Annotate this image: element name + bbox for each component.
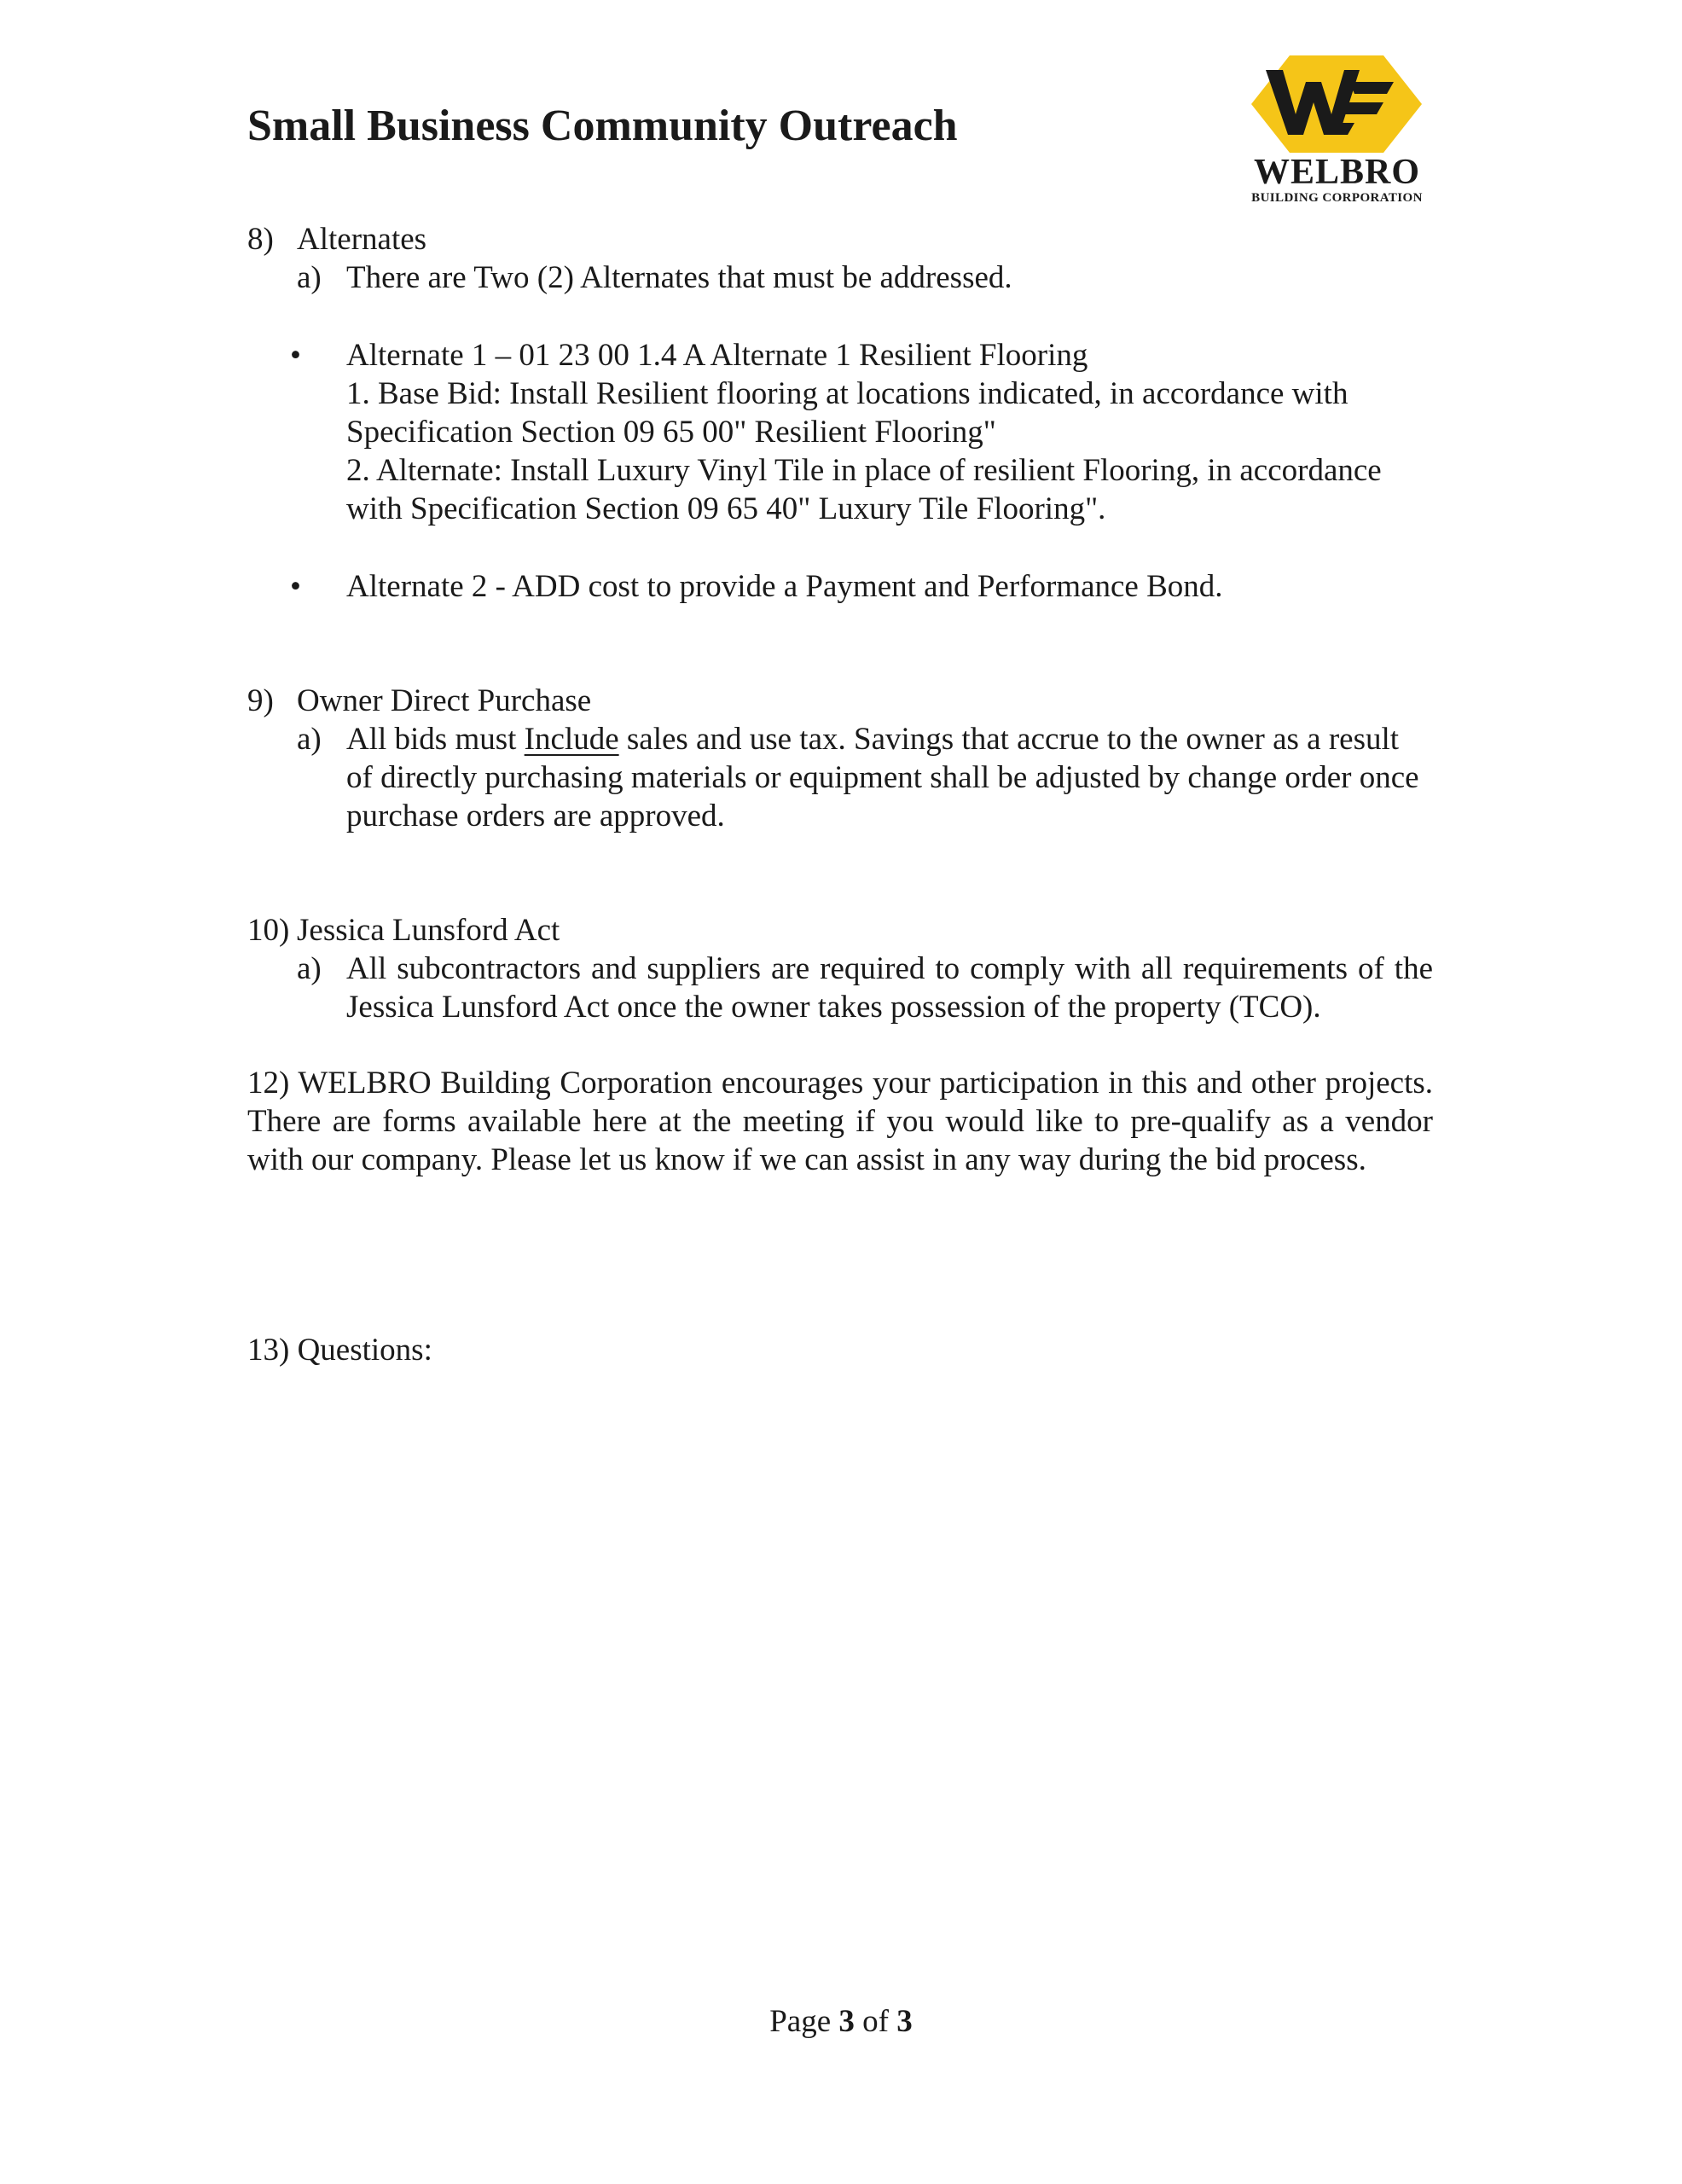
section-number: 10): [247, 913, 290, 948]
section-10-item-a: [297, 950, 1433, 1026]
item-label: a): [297, 722, 322, 757]
document-body: [247, 220, 1433, 1369]
section-13-questions: 13) Questions:: [247, 1333, 432, 1368]
item-text-rest: sales and use tax. Savings that accrue to the owner as a result of directly purchasing materials or equipment shall be adjusted by change order once purchase orders are approved.: [346, 722, 1419, 834]
section-8-item-a: [297, 258, 1433, 297]
bullet-icon: •: [290, 569, 301, 604]
section-9-item-a: [297, 720, 1433, 835]
bullet-alternate-2: [290, 567, 1433, 606]
of-label: of: [862, 2004, 889, 2039]
item-label: a): [297, 260, 322, 295]
company-name: WELBRO: [1253, 153, 1421, 192]
item-text: [346, 720, 1433, 835]
section-heading: Owner Direct Purchase: [297, 683, 592, 718]
page-title: Small Business Community Outreach: [247, 102, 958, 150]
section-number: 9): [247, 683, 274, 718]
underlined-word: Include: [524, 722, 619, 757]
bullet-line: Alternate 2 - ADD cost to provide a Payment and Performance Bond.: [346, 569, 1223, 604]
section-12-paragraph: 12) WELBRO Building Corporation encourages your participation in this and other projects. There are forms available here at the meeting if you would like to pre-qualify as a vendor with our company. Please let us know if we can assist in any way during the bid process.: [247, 1066, 1433, 1177]
section-heading: Jessica Lunsford Act: [297, 913, 560, 948]
section-9-heading: [247, 682, 1433, 720]
page-current: 3: [838, 2004, 855, 2039]
item-label: a): [297, 951, 322, 986]
bullet-alternate-1: [290, 336, 1433, 528]
section-number: 8): [247, 222, 274, 257]
section-heading: Alternates: [297, 222, 427, 257]
bullet-icon: •: [290, 338, 301, 373]
section-8-heading: [247, 220, 1433, 258]
bullet-line: Alternate 1 – 01 23 00 1.4 A Alternate 1 Resilient Flooring: [346, 338, 1088, 373]
bullet-line: 1. Base Bid: Install Resilient flooring at locations indicated, in accordance with Specification Section 09 65 00" Resilient Flooring": [346, 376, 1348, 450]
page-footer: [0, 2003, 1682, 2040]
bullet-line: 2. Alternate: Install Luxury Vinyl Tile in place of resilient Flooring, in accordance with Specification Section 09 65 40" Luxury Tile Flooring".: [346, 453, 1382, 526]
section-10-heading: [247, 911, 1433, 950]
page-total: 3: [896, 2004, 913, 2039]
item-text-start: All bids must: [346, 722, 525, 757]
page-label: Page: [769, 2004, 832, 2039]
company-subtitle: BUILDING CORPORATION: [1251, 191, 1423, 205]
item-text: There are Two (2) Alternates that must be addressed.: [346, 260, 1012, 295]
item-text: All subcontractors and suppliers are required to comply with all requirements of the Jessica Lunsford Act once the owner takes possession of the property (TCO).: [346, 951, 1433, 1025]
